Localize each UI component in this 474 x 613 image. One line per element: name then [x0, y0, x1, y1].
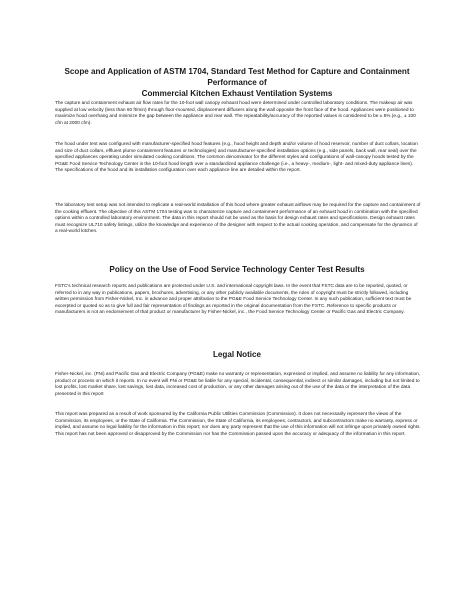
scope-paragraph-3: The laboratory test setup was not intended to replicate a real-world installation of this hood where greater exhaust airflows may be required for the capture and containment of the cooking effluent. The objective of this ASTM 1704 testing was to characterize capture and containment performance of an exhaust hood in combination with the specified options within a controlled laboratory environment. The data in this report should not be used as the basis for design exhaust rates and specifications. Design exhaust rates must recognize UL710 safety listings, utilize the knowledge and experience of the designer with respect to the actual cooking operation, and compensate for the dynamics of a real-world kitchen.	[55, 203, 421, 235]
document-title	[60, 66, 414, 99]
scope-paragraph-1: The capture and containment exhaust air flow rates for the 10-foot wall canopy exhaust hood were determined under controlled laboratory conditions. The makeup air was supplied at low velocity (less than 60 ft/min) through floor-mounted, displacement diffusers along the wall opposite the front face of the hood. Appliances were positioned to maximize hood overhang and minimize the gap between the appliance and rear wall. The repeatability/accuracy of the reported values is considered to be ± 5% (e.g., ± 100 cfm at 2000 cfm).	[55, 101, 416, 126]
legal-paragraph-2: This report was prepared as a result of work sponsored by the California Public Utilities Commission (Commission). It does not necessarily represent the views of the Commission, its employees, or the State of California. The Commission, the State of California, its employees, contractors, and subcontractors make no warranty, express or implied, and assume no legal liability for the information in this report; nor does any party represent that the use of this information will not infringe upon privately owned rights. This report has not been approved or disapproved by the Commission nor has the Commission passed upon the accuracy or adequacy of the information in this report.	[55, 412, 421, 437]
policy-heading: Policy on the Use of Food Service Technology Center Test Results	[109, 265, 365, 274]
policy-paragraph: FSTC's technical research reports and publications are protected under U.S. and international copyright laws. In the event that FSTC data are to be reported, quoted, or referred to in any way in publications, papers, brochures, advertising, or any other publicly available documents, the rules of copyright must be strictly followed, including written permission from Fisher-Nickel, Inc. in advance and proper attribution to the PG&E Food Service Technology Center. In any such publication, sufficient text must be excerpted or quoted so as to give full and fair representation of findings as reported in the original documentation from the FSTC. Reference to specific products or manufacturers is not an endorsement of that product or manufacturer by Fisher-Nickel, inc., the Food Service Technology Center or Pacific Gas and Electric Company.	[55, 284, 412, 316]
title-line-2: Commercial Kitchen Exhaust Ventilation Systems	[141, 89, 333, 98]
scope-paragraph-2: The hood under test was configured with manufacturer-specified hood features (e.g., hood height and depth and/or volume of hood reservoir, number of duct collars, location and size of duct collars, effluent plume containment features or technologies) and manufacturer-specified installation options (e.g., side panels, back wall, rear seal) over the specified appliances operating under simulated cooking conditions. The common denominator for the different styles and configurations of wall-canopy hoods tested by the PG&E Food Service Technology Center is the 10-foot hood length over a standardized appliance challenge (i.e., a heavy-, medium-, light- and mixed-duty appliance lines). The specifications of the hood and its installation configuration over each appliance line are detailed within the report.	[55, 142, 418, 174]
legal-paragraph-1: Fisher-Nickel, inc. (FNi) and Pacific Gas and Electric Company (PG&E) make no warranty or representation, expressed or implied, and assume no liability for any information, product or process on which it reports. In no event will FNi or PG&E be liable for any special, incidental, consequential, indirect or similar damages, including but not limited to lost profits, lost market share, lost savings, lost data, increased cost of production, or any other damages arising out of the use of the data or the interpretation of the data presented in this report	[55, 372, 421, 397]
legal-heading: Legal Notice	[212, 350, 262, 359]
title-line-1: Scope and Application of ASTM 1704, Standard Test Method for Capture and Containment Performance of	[64, 67, 410, 87]
